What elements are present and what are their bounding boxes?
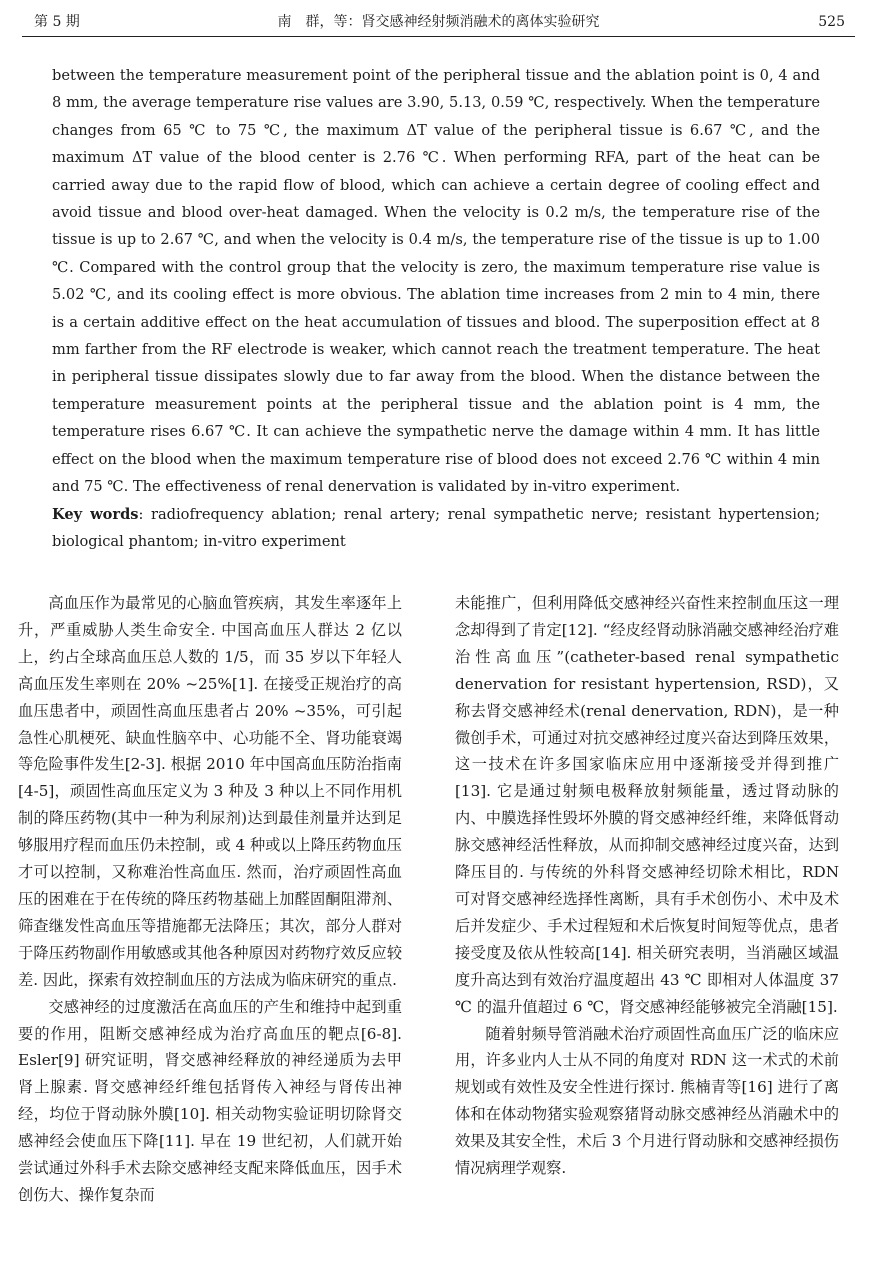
running-header (22, 8, 855, 37)
body-paragraph-3: 随着射频导管消融术治疗顽固性高血压广泛的临床应用，许多业内人士从不同的角度对 RDN 这一术式的术前规划或有效性及安全性进行探讨. 熊楠青等[16] 进行了离体和在体动物猪实验观察猪肾动脉交感神经丛消融术中的效果及其安全性，术后 3 个月进行肾动脉和交感神经损伤情况病理学观察. (455, 1024, 839, 1178)
body-paragraph-1: 高血压作为最常见的心脑血管疾病，其发生率逐年上升，严重威胁人类生命安全. 中国高血压人群达 2 亿以上，约占全球高血压总人数的 1/5，而 35 岁以下年轻人高血压发生率则在 20% ~25%[1]. 在接受正规治疗的高血压患者中，顽固性高血压患者占 20% ~35%，可引起急性心肌梗死、缺血性脑卒中、心功能不全、肾功能衰竭等危险事件发生[2-3]. 根据 2010 年中国高血压防治指南[4-5]，顽固性高血压定义为 3 种及 3 种以上不同作用机制的降压药物(其中一种为利尿剂)达到最佳剂量并达到足够服用疗程而血压仍未控制，或 4 种或以上降压药物血压才可以控制，又称难治性高血压. 然而，治疗顽固性高血压的困难在于在传统的降压药物基础上加醛固酮阻滞剂、筛查继发性高血压等措施都无法降压；其次，部分人群对于降压药物副作用敏感或其他各种原因对药物疗效反应较差. 因此，探索有效控制血压的方法成为临床研究的重点. (18, 594, 402, 989)
body-column-right (455, 590, 839, 1182)
keywords-text: radiofrequency ablation; renal artery; renal sympathetic nerve; resistant hypertension; biological phantom; in-vitro experiment (52, 505, 821, 550)
issue-number: 第 5 期 (34, 14, 80, 30)
keywords-line: Key words: radiofrequency ablation; renal artery; renal sympathetic nerve; resistant hypertension; biological phantom; in-vitro experiment (52, 505, 821, 550)
body-paragraph-2: 交感神经的过度激活在高血压的产生和维持中起到重要的作用，阻断交感神经成为治疗高血压的靶点[6-8]. Esler[9] 研究证明，肾交感神经释放的神经递质为去甲肾上腺素. 肾交感神经纤维包括肾传入神经与肾传出神经，均位于肾动脉外膜[10]. 相关动物实验证明切除肾交感神经会使血压下降[11]. 早在 19 世纪初，人们就开始尝试通过外科手术去除交感神经支配来降低血压，因手术创伤大、操作复杂而 (18, 997, 402, 1204)
abstract-text: between the temperature measurement point of the peripheral tissue and the ablation point is 0, 4 and 8 mm, the average temperature rise values are 3.90, 5.13, 0.59 ℃, respectively. When the temperature changes from 65 ℃ to 75 ℃, the maximum ΔT value of the peripheral tissue is 6.67 ℃, and the maximum ΔT value of the blood center is 2.76 ℃. When performing RFA, part of the heat can be carried away due to the rapid flow of blood, which can achieve a certain degree of cooling effect and avoid tissue and blood over-heat damaged. When the velocity is 0.2 m/s, the temperature rise of the tissue is up to 2.67 ℃, and when the velocity is 0.4 m/s, the temperature rise of the tissue is up to 1.00 ℃. Compared with the control group that the velocity is zero, the maximum temperature rise value is 5.02 ℃, and its cooling effect is more obvious. The ablation time increases from 2 min to 4 min, there is a certain additive effect on the heat accumulation of tissues and blood. The superposition effect at 8 mm farther from the RF electrode is weaker, which cannot reach the treatment temperature. The heat in peripheral tissue dissipates slowly due to far away from the blood. When the distance between the temperature measurement points at the peripheral tissue and the ablation point is 4 mm, the temperature rises 6.67 ℃. It can achieve the sympathetic nerve the damage within 4 mm. It has little effect on the blood when the maximum temperature rise of blood does not exceed 2.76 ℃ within 4 min and 75 ℃. The effectiveness of renal denervation is validated by in-vitro experiment. (52, 67, 820, 496)
body-paragraph-2-continued: 未能推广，但利用降低交感神经兴奋性来控制血压这一理念却得到了肯定[12]. “经皮经肾动脉消融交感神经治疗难治性高血压”(catheter-based renal sympathetic denervation for resistant hypertension, RSD)，又称去肾交感神经术(renal denervation, RDN)，是一种微创手术，可通过对抗交感神经过度兴奋达到降压效果，这一技术在许多国家临床应用中逐渐接受并得到推广[13]. 它是通过射频电极释放射频能量，透过肾动脉的内、中膜选择性毁坏外膜的肾交感神经纤维，来降低肾动脉交感神经活性释放，从而抑制交感神经过度兴奋，达到降压目的. 与传统的外科肾交感神经切除术相比，RDN 可对肾交感神经选择性离断，具有手术创伤小、术中及术后并发症少、手术过程短和术后恢复时间短等优点，患者接受度及依从性较高[14]. 相关研究表明，当消融区域温度升高达到有效治疗温度超出 43 ℃ 即相对人体温度 37 ℃ 的温升值超过 6 ℃，肾交感神经能够被完全消融[15]. (455, 594, 839, 1016)
running-title: 南 群，等：肾交感神经射频消融术的离体实验研究 (277, 14, 600, 30)
body-column-left (18, 590, 402, 1209)
english-abstract (52, 62, 820, 555)
page-number: 525 (818, 14, 845, 30)
keywords-label: Key words (52, 505, 139, 523)
